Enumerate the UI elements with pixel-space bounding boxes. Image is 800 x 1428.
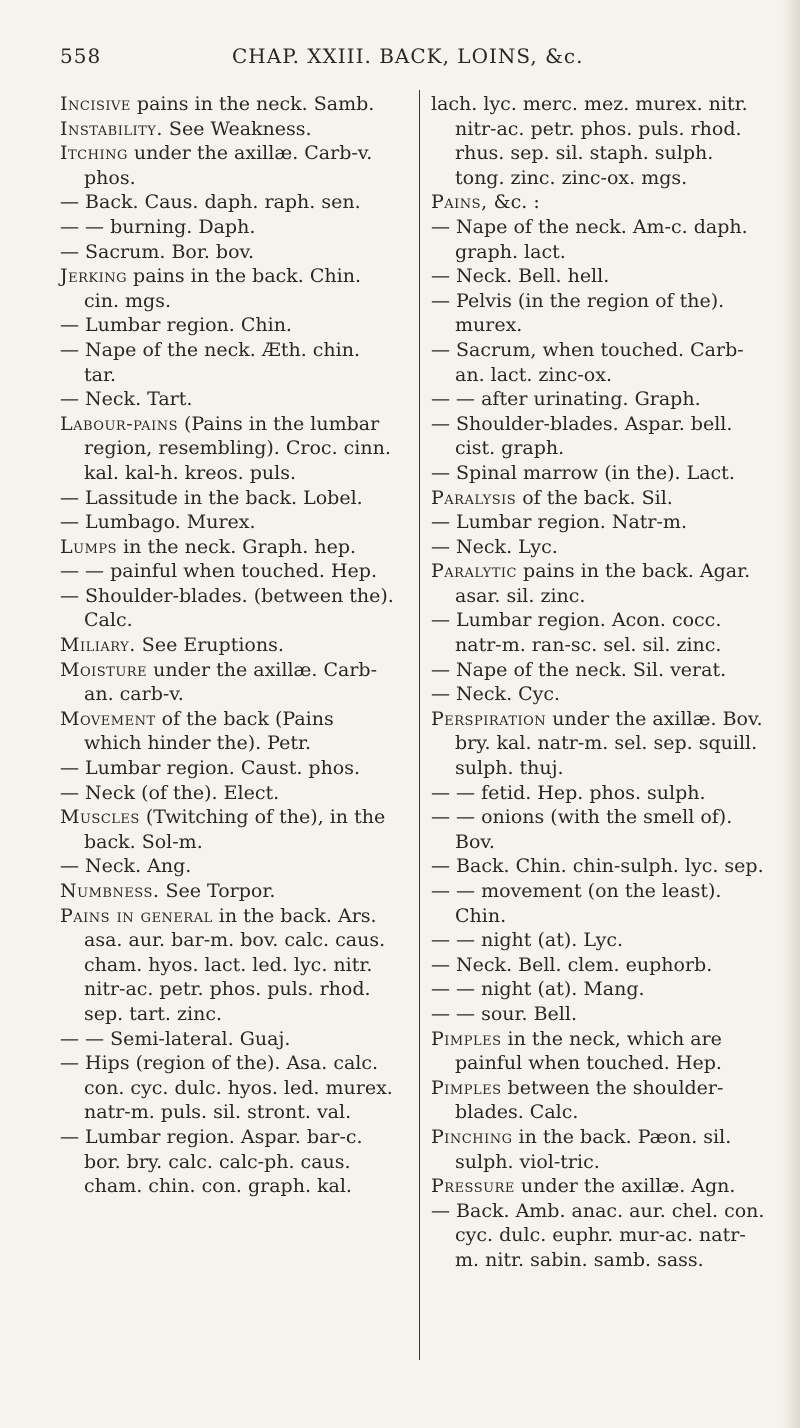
index-entry [60,904,396,1027]
entry-text: — Lumbar region. Caust. phos. [60,757,361,780]
index-entry [60,535,396,560]
index-entry [60,1051,399,1125]
entry-heading: Moisture [60,658,148,681]
index-entry [431,1002,767,1027]
entry-heading: Numbness. [60,880,160,902]
entry-text: — Nape of the neck. Am-c. daph. graph. lact. [431,215,754,263]
index-entry [431,1076,767,1125]
entry-text: lach. lyc. merc. mez. murex. nitr. nitr-ac. petr. phos. puls. rhod. rhus. sep. sil. staph. sulph. tong. zinc. zinc-ox. mgs. [431,93,754,189]
entry-text: — Neck. Lyc. [431,535,558,558]
entry-heading: Pains, [431,191,488,214]
index-entry [431,387,767,412]
entry-text: — — after urinating. Graph. [431,388,701,411]
left-column [60,92,400,1199]
entry-text: — — fetid. Hep. phos. sulph. [431,781,706,804]
index-entry [60,658,396,707]
entry-heading: Paralytic [431,560,517,583]
index-entry [431,658,767,683]
index-entry [60,92,396,117]
index-entry [431,879,767,928]
index-entry [60,190,396,215]
index-entry [60,707,396,756]
entry-heading: Pimples [431,1027,502,1050]
index-entry [431,977,767,1002]
entry-text: in the back. Ars. asa. aur. bar-m. bov. calc. caus. cham. hyos. lact. led. lyc. nitr. nitr-ac. petr. phos. puls. rhod. sep. tart. zinc. [84,904,392,1025]
entry-text: (Twitching of the), in the back. Sol-m. [84,806,392,853]
entry-text: — Sacrum, when touched. Carb-an. lact. zinc-ox. [431,338,744,386]
entry-text: — Neck. Ang. [60,855,192,878]
page-edge-shadow [782,0,800,1428]
index-entry [431,92,767,190]
index-entry [60,117,396,142]
index-entry [60,486,396,511]
right-column [431,92,771,1273]
index-entry [431,559,767,608]
index-entry [60,781,396,806]
entry-heading: Muscles [60,806,140,829]
entry-text: — Lumbar region. Chin. [60,314,292,337]
index-entry [60,854,396,879]
index-entry [60,264,396,313]
index-entry [60,584,400,633]
index-entry [60,387,396,412]
entry-text: See Eruptions. [135,634,284,657]
entry-text: — Neck. Bell. hell. [431,265,610,288]
entry-text: — Back. Caus. daph. raph. sen. [60,191,361,214]
index-entry [431,338,767,387]
page-number: 558 [60,44,102,68]
entry-text: — Neck. Cyc. [431,683,561,706]
entry-text: under the axillæ. Bov. bry. kal. natr-m. sel. sep. squill. sulph. thuj. [455,707,769,780]
index-entry [431,215,767,264]
entry-text: between the shoulder-blades. Calc. [455,1076,724,1124]
entry-heading: Itching [60,142,128,165]
entry-text: — Neck (of the). Elect. [60,781,280,804]
index-entry [431,1174,767,1199]
index-entry [431,1027,767,1076]
entry-text: — Shoulder-blades. Aspar. bell. cist. graph. [431,412,739,460]
entry-heading: Paralysis [431,486,517,509]
entry-text: of the back. Sil. [516,486,673,509]
entry-heading: Perspiration [431,707,547,730]
entry-text: pains in the back. Chin. cin. mgs. [84,265,368,312]
entry-heading: Pimples [431,1076,502,1099]
entry-text: — Back. Amb. anac. aur. chel. con. cyc. dulc. euphr. mur-ac. natr-m. nitr. sabin. samb. sass. [431,1199,771,1271]
entry-text: — Nape of the neck. Æth. chin. tar. [60,338,367,386]
entry-text: under the axillæ. Carb-an. carb-v. [84,658,378,706]
entry-text: — Lumbar region. Acon. cocc. natr-m. ran-sc. sel. sil. zinc. [431,609,728,657]
index-entry [431,953,767,978]
index-entry [60,141,396,190]
entry-text: — Sacrum. Bor. bov. [60,240,255,263]
entry-text: of the back (Pains which hinder the). Petr. [84,707,340,755]
index-entry [431,682,767,707]
entry-heading: Pinching [431,1125,513,1148]
entry-heading: Instability. [60,117,163,140]
entry-text: — — sour. Bell. [431,1002,577,1025]
entry-text: — Pelvis (in the region of the). murex. [431,289,731,337]
index-entry [431,928,767,953]
index-entry [60,805,396,854]
index-entry [431,1125,767,1174]
entry-heading: Pains in general [60,904,213,927]
index-entry [60,1027,396,1052]
entry-text: — — night (at). Mang. [431,978,645,1001]
entry-text: — Neck. Bell. clem. euphorb. [431,953,713,976]
entry-text: See Weakness. [162,117,312,140]
index-entry [431,805,767,854]
index-entry [60,756,396,781]
index-entry [431,412,767,461]
entry-text: — — Semi-lateral. Guaj. [60,1027,291,1050]
entry-heading: Pressure [431,1175,515,1198]
index-entry [60,240,396,265]
index-entry [60,1125,396,1199]
index-entry [60,510,396,535]
entry-text: See Torpor. [159,880,276,902]
entry-text: — Lumbago. Murex. [60,511,256,534]
entry-text: — Spinal marrow (in the). Lact. [431,461,735,484]
entry-text: under the axillæ. Agn. [514,1175,736,1198]
index-entry [431,461,767,486]
index-entry [431,781,767,806]
entry-text: — Back. Chin. chin-sulph. lyc. sep. [431,855,764,878]
entry-text: — Lumbar region. Aspar. bar-c. bor. bry. calc. calc-ph. caus. cham. chin. con. graph. kal. [60,1125,369,1198]
entry-heading: Miliary. [60,634,136,657]
entry-text: — Lumbar region. Natr-m. [431,511,687,534]
entry-text: — — painful when touched. Hep. [60,560,377,583]
entry-text: in the neck. Graph. hep. [117,535,357,558]
index-entry [431,190,767,215]
entry-heading: Jerking [60,265,128,288]
entry-text: — — night (at). Lyc. [431,929,624,952]
entry-heading: Lumps [60,535,118,558]
index-entry [431,707,767,781]
entry-text: (Pains in the lumbar region, resembling). Croc. cinn. kal. kal-h. kreos. puls. [84,412,397,484]
entry-text: — Neck. Tart. [60,388,193,411]
entry-text: — Hips (region of the). Asa. calc. con. cyc. dulc. hyos. led. murex. natr-m. puls. sil. stront. val. [60,1052,399,1124]
entry-text: — Nape of the neck. Sil. verat. [431,658,727,681]
index-entry [60,633,396,658]
entry-heading: Labour-pains [60,412,178,435]
column-divider [419,90,420,1360]
entry-text: under the axillæ. Carb-v. phos. [84,142,379,189]
index-entry [60,338,396,387]
entry-text: — — movement (on the least). Chin. [431,880,728,927]
entry-text: — Lassitude in the back. Lobel. [60,486,363,509]
index-entry [60,412,396,486]
index-entry [431,535,767,560]
entry-text: — — onions (with the smell of). Bov. [431,806,739,853]
entry-text: &c. : [487,191,540,214]
index-entry [60,215,396,240]
index-entry [60,559,396,584]
index-entry [60,313,396,338]
entry-text: in the neck, which are painful when touched. Hep. [455,1027,728,1075]
entry-text: pains in the back. Agar. asar. sil. zinc. [455,560,757,607]
entry-text: pains in the neck. Samb. [130,93,375,115]
entry-text: in the back. Pæon. sil. sulph. viol-tric. [455,1125,738,1173]
index-entry [431,510,767,535]
index-entry [431,608,767,657]
entry-heading: Movement [60,707,156,730]
index-entry [431,264,767,289]
index-entry [431,486,767,511]
index-entry [60,879,396,904]
entry-text: — Shoulder-blades. (between the). Calc. [60,584,400,632]
index-entry [431,1199,771,1273]
index-entry [431,854,767,879]
running-head: CHAP. XXIII. BACK, LOINS, &c. [232,44,584,68]
index-entry [431,289,767,338]
entry-heading: Incisive [60,93,131,115]
entry-text: — — burning. Daph. [60,215,256,238]
